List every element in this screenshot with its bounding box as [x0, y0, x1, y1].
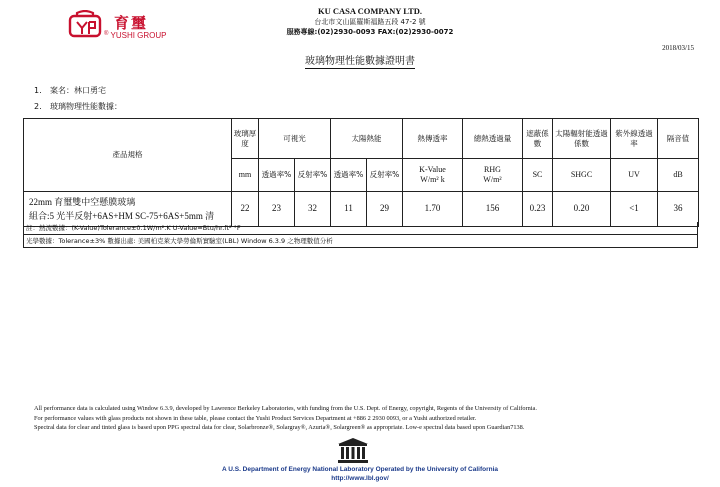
- disclaimer-line: All performance data is calculated using Window 6.3.9, developed by Lawrence Berkeley Laboratories, with funding from the U.S. Dept. of Energy, copyright, Regents of the University of California.: [34, 405, 537, 412]
- value-sc: 0.23: [523, 192, 553, 227]
- header-sound: 隔音值: [658, 119, 699, 159]
- footer-url: http://www.lbl.gov/: [331, 475, 389, 482]
- value-k: 1.70: [403, 192, 463, 227]
- header-uv: 紫外線透過率: [611, 119, 658, 159]
- disclaimer-line: For performance values with glass products not shown in these table, please contact the Yushi Product Services Department at +886 2 2930 0093, or a Yushi authorized retailer.: [34, 414, 477, 422]
- doe-seal-icon: [336, 437, 370, 464]
- k-value-label: K-Value: [419, 165, 446, 174]
- disclaimer-line: Spectral data for clear and tinted glass is based upon PPG spectral data for clear, Solarbronze®, Solargray®, Azuria®, Solargreen® as appropriate. Low-e spectral data based upon Guardian7138.: [34, 424, 525, 431]
- optical-data-note: 光學數據：Tolerance±3% 數據出處: 美國柏克萊大學勞倫斯實驗室(LBL) Window 6.3.9 之物理數值分析: [23, 235, 698, 248]
- logo-chinese-name: 育璽: [114, 14, 149, 32]
- section-project: [34, 85, 106, 96]
- unit-rhg: [463, 159, 523, 192]
- header-solar-energy: 太陽熱能: [331, 119, 403, 159]
- section-label: 玻璃物理性能數據：: [50, 102, 122, 111]
- disclaimer: [34, 404, 684, 433]
- section-performance: [34, 101, 122, 112]
- header-visible-light: 可視光: [259, 119, 331, 159]
- company-address: 台北市文山區羅斯福路五段 47-2 號: [314, 18, 426, 26]
- k-value-unit: W/m² k: [420, 175, 445, 184]
- value-visible-transmittance: 23: [259, 192, 295, 227]
- unit-sc: SC: [523, 159, 553, 192]
- document-date: 2018/03/15: [662, 44, 694, 52]
- value-rhg: 156: [463, 192, 523, 227]
- section-label: 案名：林口勇宅: [50, 86, 106, 95]
- unit-shgc: SHGC: [553, 159, 611, 192]
- logo-english-text: YUSHI GROUP: [110, 31, 167, 40]
- table-header-row: [24, 119, 699, 159]
- unit-solar-transmittance: 透過率%: [331, 159, 367, 192]
- footer-lab-name: A U.S. Department of Energy National Laboratory Operated by the University of California: [221, 466, 499, 473]
- header-shading-coefficient: 遮蔽係數: [523, 119, 553, 159]
- header-thickness: 玻璃厚度: [232, 119, 259, 159]
- company-contact: 服務專線:(02)2930-0093 FAX:(02)2930-0072: [286, 28, 454, 36]
- yushi-logo-icon: [68, 10, 102, 40]
- document-title-text: 玻璃物理性能數據證明書: [305, 56, 415, 67]
- registered-mark: ®: [104, 31, 109, 37]
- document-title: [0, 52, 720, 67]
- product-composition: 組合:5 光半反射+6AS+HM SC-75+6AS+5mm 清: [29, 211, 215, 221]
- unit-k-value: [403, 159, 463, 192]
- value-visible-reflectance: 32: [295, 192, 331, 227]
- unit-solar-reflectance: 反射率%: [367, 159, 403, 192]
- value-uv: <1: [611, 192, 658, 227]
- header-shgc: 太陽輻射能透過係數: [553, 119, 611, 159]
- unit-db: dB: [658, 159, 699, 192]
- unit-thickness: mm: [232, 159, 259, 192]
- thermal-data-note: 註：熱流數據：(K-Value)Tolerance±0.1W/m².K U-Value=Btu/hr.ft² °F: [23, 222, 698, 235]
- value-shgc: 0.20: [553, 192, 611, 227]
- section-number: 1.: [34, 86, 42, 95]
- section-number: 2.: [34, 102, 42, 111]
- unit-visible-transmittance: 透過率%: [259, 159, 295, 192]
- value-solar-transmittance: 11: [331, 192, 367, 227]
- company-name: KU CASA COMPANY LTD.: [317, 6, 423, 16]
- header-total-heat: 總熱透過量: [463, 119, 523, 159]
- rhg-unit: W/m²: [483, 175, 502, 184]
- value-solar-reflectance: 29: [367, 192, 403, 227]
- unit-uv: UV: [611, 159, 658, 192]
- product-name: 22mm 育璽雙中空懸膜玻璃: [29, 196, 136, 207]
- value-db: 36: [658, 192, 699, 227]
- value-thickness: 22: [232, 192, 259, 227]
- logo-english-name: [104, 31, 167, 40]
- unit-visible-reflectance: 反射率%: [295, 159, 331, 192]
- company-logo: [68, 10, 188, 42]
- performance-table: [23, 118, 699, 227]
- header-product: 產品規格: [24, 119, 232, 192]
- rhg-label: RHG: [484, 165, 501, 174]
- header-heat-transfer: 熱傳透率: [403, 119, 463, 159]
